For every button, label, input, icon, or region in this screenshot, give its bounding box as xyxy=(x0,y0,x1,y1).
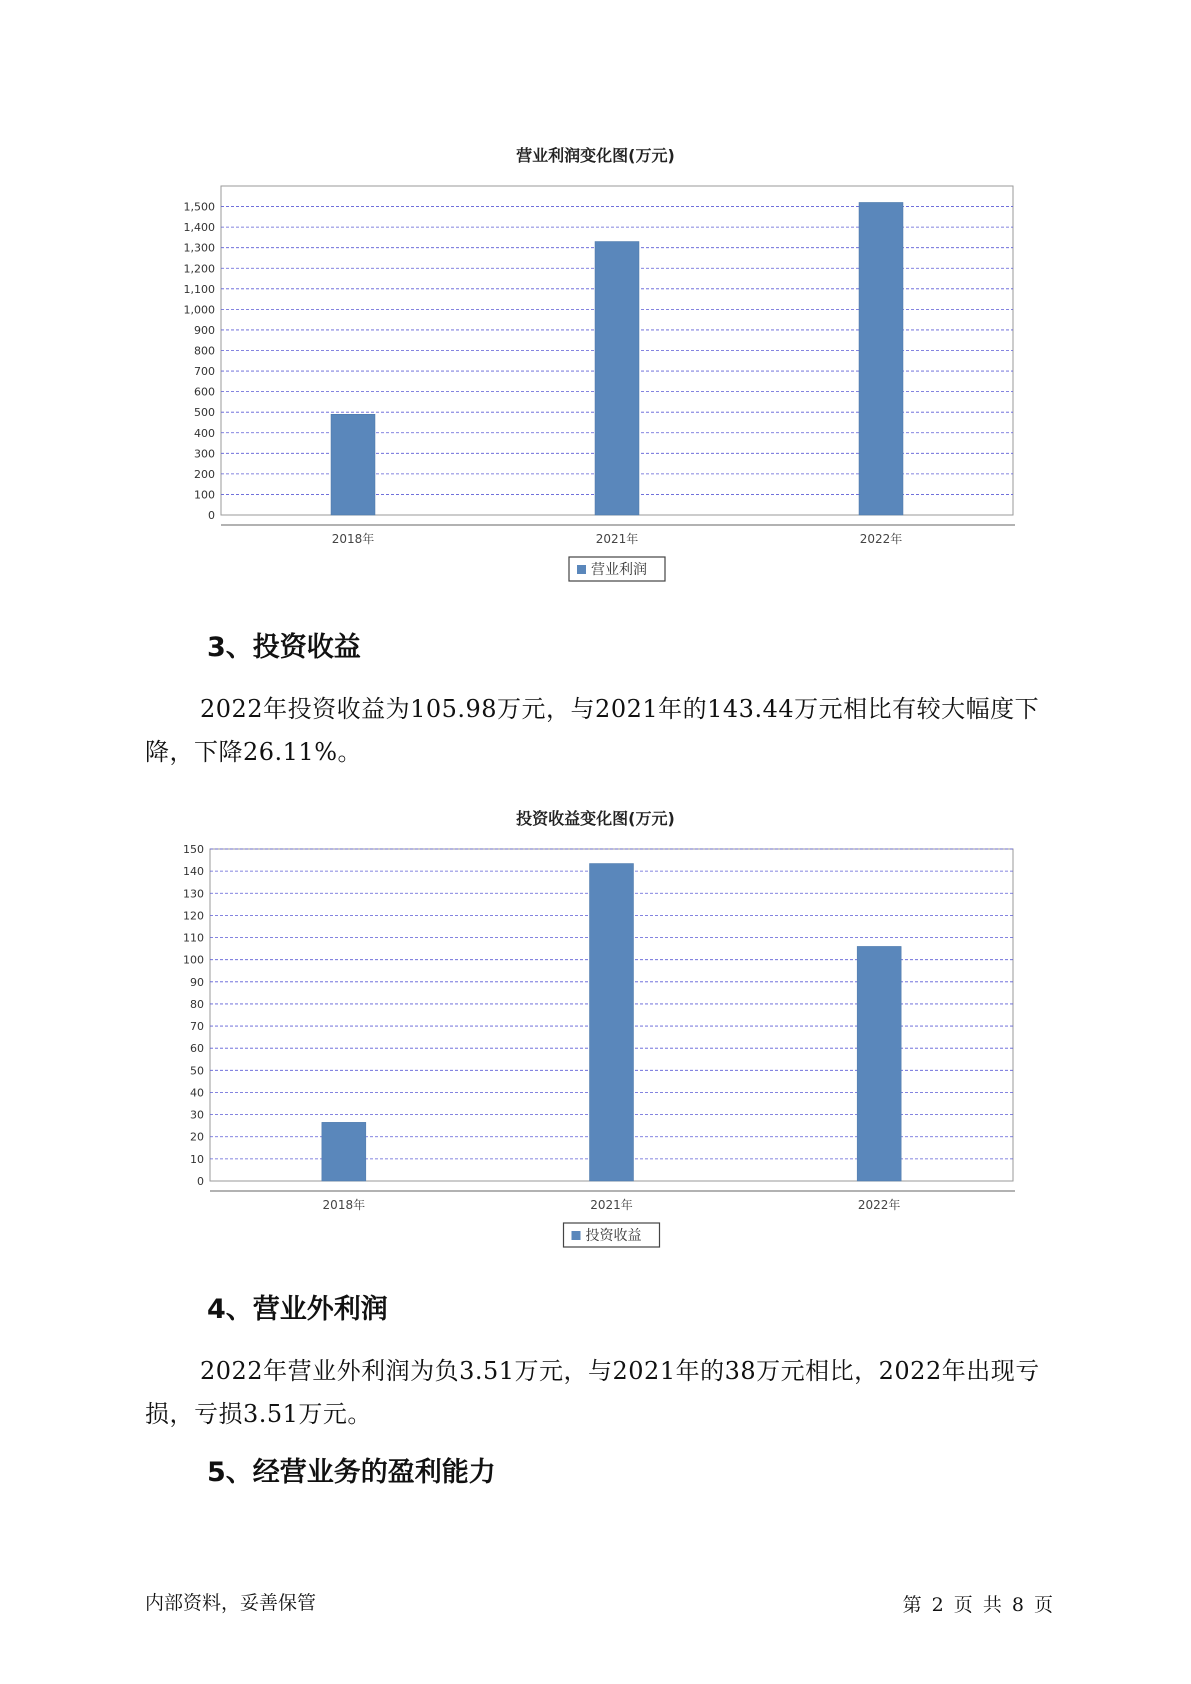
y-tick-label: 1,300 xyxy=(183,241,215,255)
y-tick-label: 70 xyxy=(190,1020,204,1034)
heading-profitability: 5、经营业务的盈利能力 xyxy=(207,1457,496,1488)
operating-profit-chart xyxy=(0,160,1191,600)
y-tick-label: 300 xyxy=(194,447,215,461)
y-tick-label: 120 xyxy=(183,909,204,923)
paragraph-investment-income: 2022年投资收益为105.98万元，与2021年的143.44万元相比有较大幅度下降，下降26.11%。 xyxy=(145,695,1040,766)
y-tick-label: 60 xyxy=(190,1042,204,1056)
y-tick-label: 400 xyxy=(194,426,215,440)
y-tick-label: 800 xyxy=(194,344,215,358)
bar xyxy=(590,864,634,1181)
y-tick-label: 200 xyxy=(194,467,215,481)
legend-label: 投资收益 xyxy=(585,1228,642,1244)
legend-label: 营业利润 xyxy=(591,562,647,578)
y-tick-label: 130 xyxy=(183,887,204,901)
y-tick-label: 900 xyxy=(194,323,215,337)
bar xyxy=(331,414,375,515)
y-tick-label: 500 xyxy=(194,406,215,420)
x-tick-label: 2022年 xyxy=(857,1198,901,1212)
x-tick-label: 2018年 xyxy=(331,532,375,546)
heading-investment-income: 3、投资收益 xyxy=(207,632,361,663)
x-tick-label: 2021年 xyxy=(590,1198,633,1212)
y-tick-label: 0 xyxy=(197,1175,204,1188)
y-tick-label: 1,200 xyxy=(183,262,215,276)
bar xyxy=(595,242,639,515)
x-tick-label: 2022年 xyxy=(859,532,903,546)
y-tick-label: 80 xyxy=(190,997,204,1011)
y-tick-label: 700 xyxy=(194,365,215,379)
legend-swatch xyxy=(577,565,586,574)
y-tick-label: 20 xyxy=(190,1130,204,1144)
x-tick-label: 2018年 xyxy=(322,1198,366,1212)
y-tick-label: 140 xyxy=(183,865,204,879)
heading-non-operating-profit: 4、营业外利润 xyxy=(207,1294,388,1325)
legend-swatch xyxy=(572,1231,581,1240)
y-tick-label: 100 xyxy=(194,488,215,502)
y-tick-label: 1,100 xyxy=(183,282,215,296)
y-tick-label: 30 xyxy=(190,1108,204,1122)
y-tick-label: 110 xyxy=(183,931,204,945)
x-tick-label: 2021年 xyxy=(595,532,639,546)
y-tick-label: 150 xyxy=(183,843,204,856)
y-tick-label: 600 xyxy=(194,385,215,399)
y-tick-label: 1,400 xyxy=(183,221,215,235)
paragraph-non-operating-profit: 2022年营业外利润为负3.51万元，与2021年的38万元相比，2022年出现亏损，亏损3.51万元。 xyxy=(145,1357,1040,1428)
y-tick-label: 1,000 xyxy=(183,303,215,317)
footer-page-number: 第 2 页 共 8 页 xyxy=(902,1594,1053,1616)
y-tick-label: 10 xyxy=(190,1152,204,1166)
chart-title-operating-profit: 营业利润变化图(万元) xyxy=(516,146,675,165)
y-tick-label: 90 xyxy=(190,975,204,989)
y-tick-label: 100 xyxy=(183,953,204,967)
y-tick-label: 40 xyxy=(190,1086,204,1100)
bar xyxy=(857,946,901,1181)
bar xyxy=(322,1122,366,1181)
y-tick-label: 0 xyxy=(208,509,215,522)
chart-title-investment-income: 投资收益变化图(万元) xyxy=(516,809,675,828)
footer-confidential-note: 内部资料，妥善保管 xyxy=(145,1592,317,1614)
y-tick-label: 50 xyxy=(190,1064,204,1078)
investment-income-chart xyxy=(0,823,1191,1263)
bar xyxy=(859,202,903,515)
y-tick-label: 1,500 xyxy=(183,200,215,214)
